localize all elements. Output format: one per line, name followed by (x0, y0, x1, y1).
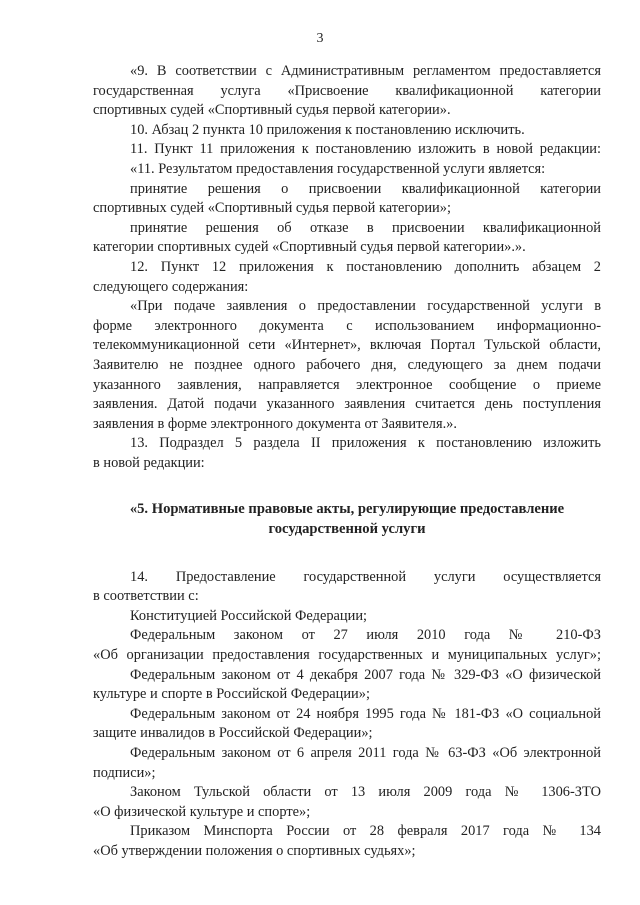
section-heading-line-1: «5. Нормативные правовые акты, регулирующие предоставление (129, 501, 565, 518)
text-line: заявления в форме электронного документа от Заявителя.». (93, 415, 457, 432)
text-line: в соответствии с: (93, 588, 199, 605)
text-line: принятие решения о присвоении квалификационной категории (130, 180, 601, 197)
section-heading (93, 500, 601, 539)
text-line: 13. Подраздел 5 раздела II приложения к постановлению изложить (130, 435, 601, 452)
text-line: указанного заявления, направляется электронное сообщение о приеме (93, 376, 601, 393)
text-line: Приказом Минспорта России от 28 февраля 2017 года № 134 (130, 823, 601, 840)
text-line: 11. Пункт 11 приложения к постановлению изложить в новой редакции: (130, 141, 601, 158)
text-block-legal-acts (93, 568, 601, 862)
text-line: «О физической культуре и спорте»; (93, 803, 311, 820)
text-line: Федеральным законом от 27 июля 2010 года № 210-ФЗ (130, 627, 601, 644)
page-number: 3 (316, 31, 324, 46)
text-line: культуре и спорте в Российской Федерации»; (93, 686, 370, 703)
text-line: защите инвалидов в Российской Федерации»; (93, 725, 373, 742)
text-line: «Об организации предоставления государственных и муниципальных услуг»; (93, 647, 601, 664)
text-line: в новой редакции: (93, 454, 205, 471)
text-block-amendments (93, 62, 601, 473)
text-line: Конституцией Российской Федерации; (130, 607, 368, 624)
text-line: спортивных судей «Спортивный судья первой категории»; (93, 200, 451, 217)
text-line: «При подаче заявления о предоставлении государственной услуги в (130, 298, 601, 315)
text-line: форме электронного документа с использованием информационно- (93, 317, 601, 334)
text-line: категории спортивных судей «Спортивный судья первой категории».». (93, 239, 526, 256)
text-line: 12. Пункт 12 приложения к постановлению дополнить абзацем 2 (130, 258, 601, 275)
text-line: спортивных судей «Спортивный судья первой категории». (93, 102, 451, 119)
document-body (93, 62, 601, 862)
text-line: телекоммуникационной сети «Интернет», включая Портал Тульской области, (93, 337, 601, 354)
text-line: принятие решения об отказе в присвоении квалификационной (130, 219, 601, 236)
text-line: Федеральным законом от 6 апреля 2011 года № 63-ФЗ «Об электронной (130, 745, 601, 761)
text-line: 10. Абзац 2 пункта 10 приложения к постановлению исключить. (130, 121, 525, 138)
text-line: «9. В соответствии с Административным регламентом предоставляется (130, 63, 601, 79)
text-line: «Об утверждении положения о спортивных судьях»; (93, 842, 416, 859)
text-line: 14. Предоставление государственной услуги осуществляется (130, 568, 601, 585)
text-line: Федеральным законом от 24 ноября 1995 года № 181-ФЗ «О социальной (130, 705, 601, 722)
section-heading-line-2: государственной услуги (268, 521, 426, 538)
text-line: Заявителю не позднее одного рабочего дня, следующего за днем подачи (93, 356, 601, 373)
text-line: Федеральным законом от 4 декабря 2007 года № 329-ФЗ «О физической (130, 666, 601, 683)
text-line: Законом Тульской области от 13 июля 2009 года № 1306-ЗТО (130, 784, 601, 801)
text-line: подписи»; (93, 764, 156, 781)
text-line: заявления. Датой подачи указанного заявления считается день поступления (93, 396, 601, 413)
text-line: следующего содержания: (93, 278, 249, 295)
text-line: «11. Результатом предоставления государственной услуги является: (130, 160, 546, 177)
text-line: государственная услуга «Присвоение квалификационной категории (93, 82, 601, 99)
